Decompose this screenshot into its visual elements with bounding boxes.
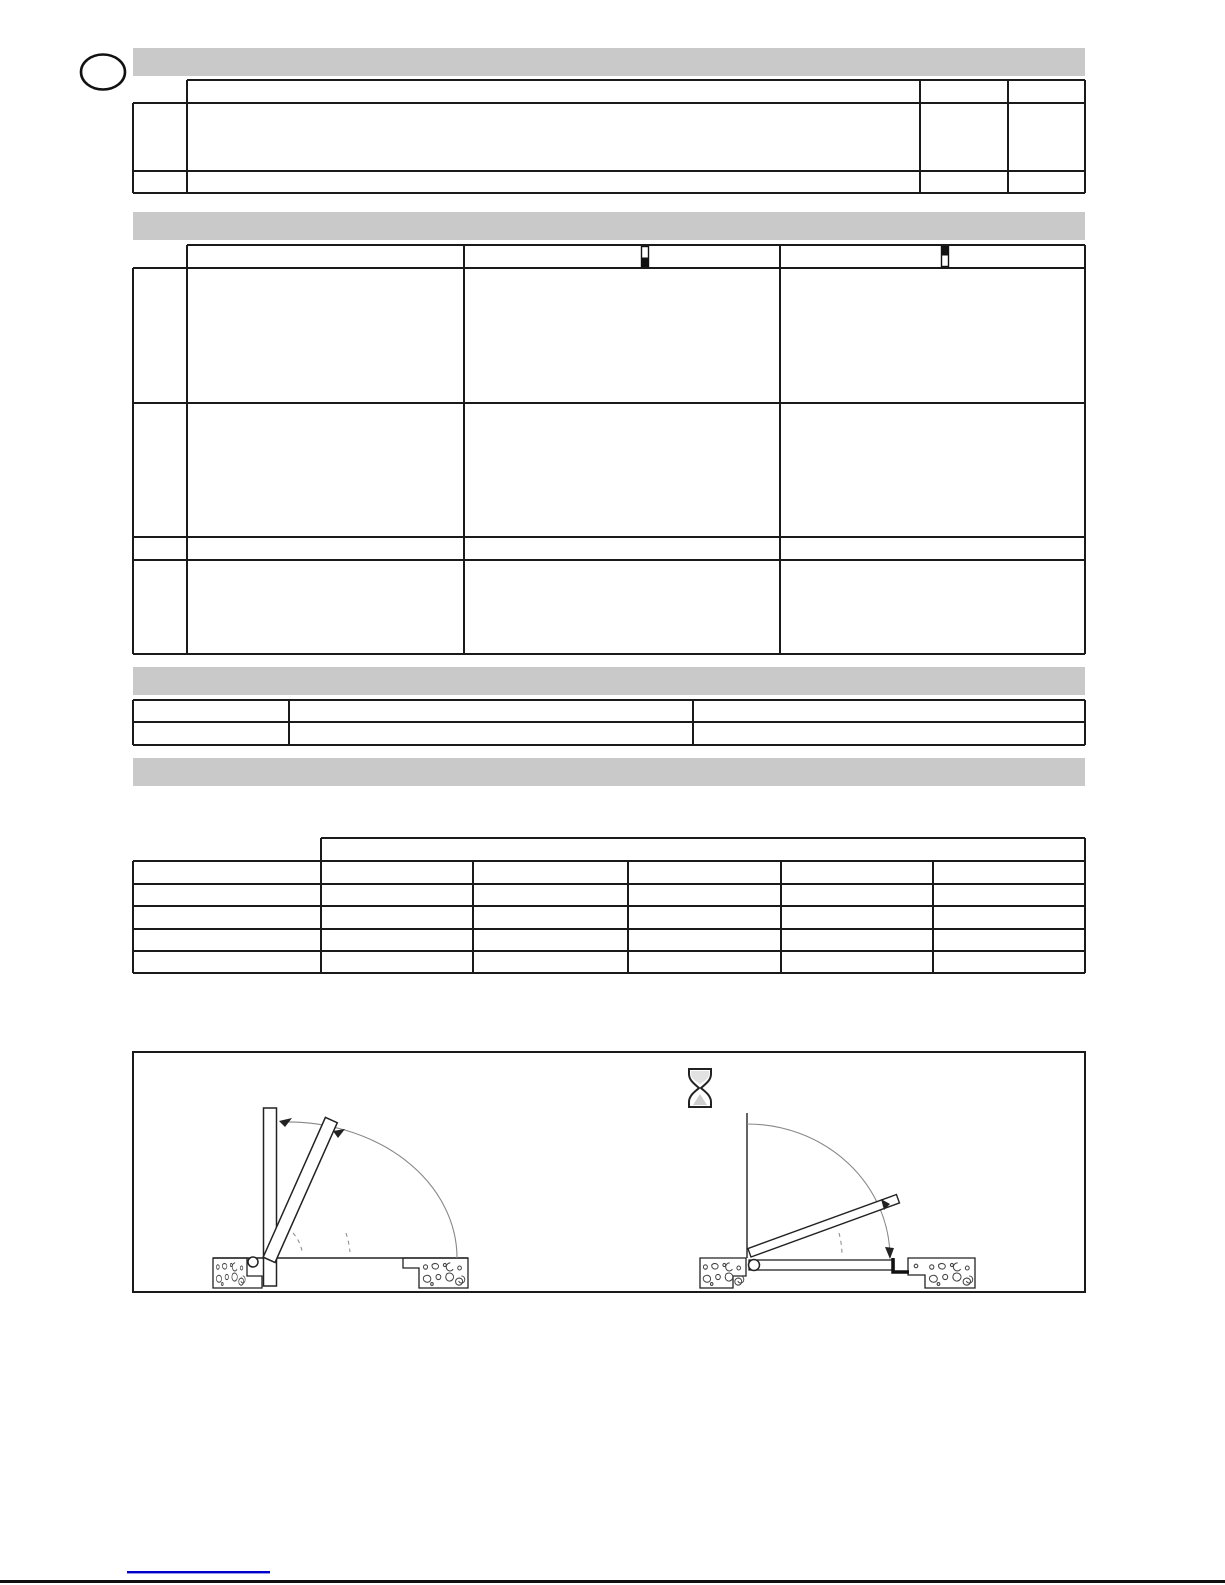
figure-box [133, 1052, 1085, 1292]
concrete-hatching [703, 1263, 744, 1285]
concrete-hatching [423, 1263, 464, 1285]
concrete-hatching [914, 1264, 918, 1268]
grid-lines [133, 80, 1085, 193]
rebate-step-line [893, 1258, 909, 1272]
revision-oval [81, 55, 125, 90]
hatch-leaf-inclined [748, 1195, 900, 1257]
angle-arc-dashed [346, 1233, 350, 1252]
grid-lines [133, 838, 1085, 973]
arrowhead [885, 1247, 894, 1259]
open-hatch-figure [213, 1108, 468, 1288]
section-bar-3 [133, 667, 1085, 695]
table-2 [133, 245, 1085, 654]
section-bar-4 [133, 758, 1085, 786]
table-1 [133, 80, 1085, 193]
hinge-pivot-icon [749, 1260, 760, 1271]
grid-lines [133, 700, 1085, 745]
hinge-pivot-icon [248, 1257, 258, 1267]
concrete-hatching [929, 1263, 972, 1285]
bar-top-filled-icon [942, 247, 949, 267]
swing-arc [747, 1124, 890, 1258]
closing-hatch-figure [700, 1113, 975, 1288]
floor-section-right [403, 1258, 468, 1288]
angle-arc-dashed [293, 1233, 302, 1251]
hourglass-icon [689, 1069, 711, 1107]
angle-arc-dashed [839, 1233, 842, 1254]
table-4 [133, 838, 1085, 973]
footer-link-line[interactable] [127, 1571, 270, 1573]
page-bottom-edge [0, 1580, 1225, 1583]
floor-section-left [700, 1258, 746, 1288]
arrowhead [279, 1118, 292, 1127]
concrete-hatching [216, 1263, 245, 1285]
hatch-leaf-closed [749, 1260, 894, 1270]
grid-lines [133, 245, 1085, 654]
section-bar-2 [133, 212, 1085, 240]
bar-bottom-filled-icon [642, 247, 649, 267]
section-bar-1 [133, 48, 1085, 76]
arrowhead [333, 1129, 345, 1138]
table-3 [133, 700, 1085, 745]
floor-section-right [908, 1258, 975, 1288]
